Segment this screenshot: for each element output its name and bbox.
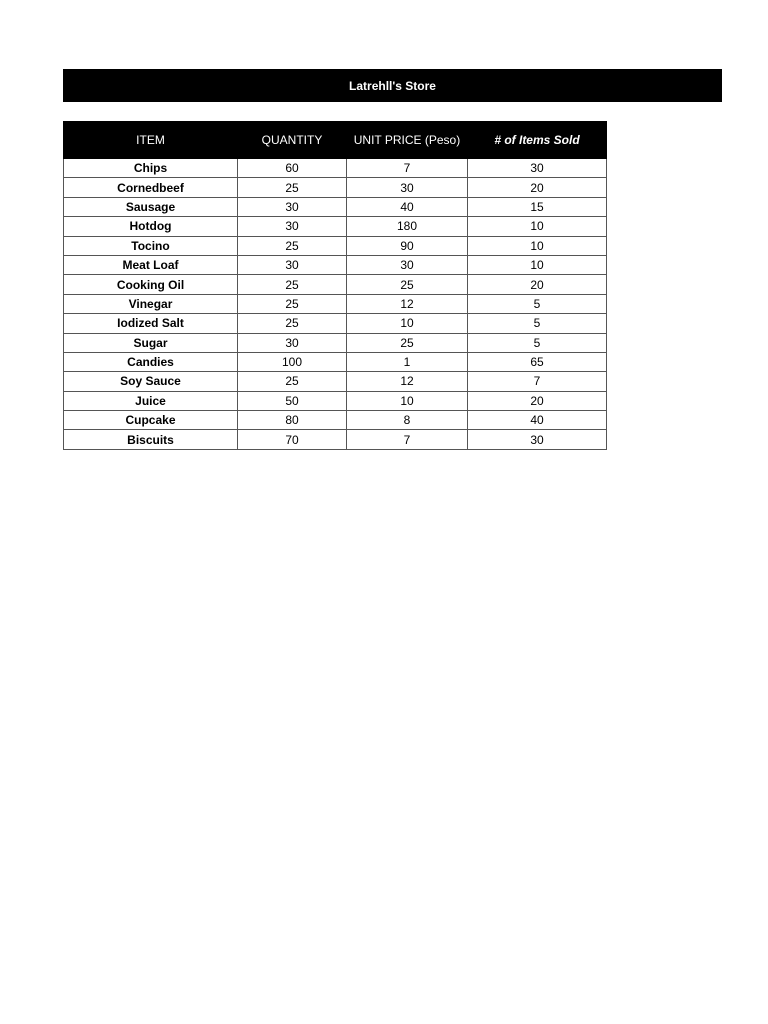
- cell-quantity: 30: [238, 255, 347, 274]
- cell-items-sold: 65: [468, 352, 607, 371]
- cell-items-sold: 30: [468, 430, 607, 449]
- cell-item: Juice: [64, 391, 238, 410]
- cell-item: Iodized Salt: [64, 314, 238, 333]
- cell-items-sold: 30: [468, 159, 607, 178]
- table-body: [64, 159, 607, 450]
- table-row: [64, 372, 607, 391]
- cell-item: Sugar: [64, 333, 238, 352]
- cell-unit-price: 12: [347, 294, 468, 313]
- cell-quantity: 30: [238, 197, 347, 216]
- table-row: [64, 217, 607, 236]
- cell-unit-price: 90: [347, 236, 468, 255]
- cell-items-sold: 20: [468, 178, 607, 197]
- table-row: [64, 314, 607, 333]
- cell-items-sold: 15: [468, 197, 607, 216]
- cell-quantity: 60: [238, 159, 347, 178]
- cell-unit-price: 40: [347, 197, 468, 216]
- table-row: [64, 391, 607, 410]
- cell-item: Hotdog: [64, 217, 238, 236]
- cell-item: Sausage: [64, 197, 238, 216]
- cell-unit-price: 10: [347, 314, 468, 333]
- table-row: [64, 352, 607, 371]
- cell-unit-price: 1: [347, 352, 468, 371]
- cell-quantity: 30: [238, 333, 347, 352]
- cell-unit-price: 180: [347, 217, 468, 236]
- header-unit-price: UNIT PRICE (Peso): [347, 122, 468, 159]
- cell-quantity: 50: [238, 391, 347, 410]
- table-row: [64, 178, 607, 197]
- cell-unit-price: 7: [347, 159, 468, 178]
- table-row: [64, 159, 607, 178]
- cell-item: Cooking Oil: [64, 275, 238, 294]
- cell-item: Candies: [64, 352, 238, 371]
- cell-unit-price: 30: [347, 178, 468, 197]
- cell-items-sold: 5: [468, 294, 607, 313]
- header-items-sold: # of Items Sold: [468, 122, 607, 159]
- store-title: Latrehll's Store: [349, 78, 436, 93]
- table-row: [64, 333, 607, 352]
- cell-item: Tocino: [64, 236, 238, 255]
- cell-quantity: 30: [238, 217, 347, 236]
- header-item: ITEM: [64, 122, 238, 159]
- table-header-row: [64, 122, 607, 159]
- cell-items-sold: 20: [468, 391, 607, 410]
- cell-item: Chips: [64, 159, 238, 178]
- cell-items-sold: 20: [468, 275, 607, 294]
- cell-items-sold: 5: [468, 333, 607, 352]
- table-row: [64, 430, 607, 449]
- cell-unit-price: 25: [347, 333, 468, 352]
- cell-quantity: 25: [238, 294, 347, 313]
- cell-items-sold: 10: [468, 236, 607, 255]
- cell-unit-price: 10: [347, 391, 468, 410]
- cell-unit-price: 12: [347, 372, 468, 391]
- cell-unit-price: 8: [347, 411, 468, 430]
- cell-items-sold: 10: [468, 255, 607, 274]
- cell-item: Cupcake: [64, 411, 238, 430]
- cell-quantity: 25: [238, 372, 347, 391]
- table-row: [64, 275, 607, 294]
- cell-item: Soy Sauce: [64, 372, 238, 391]
- cell-item: Meat Loaf: [64, 255, 238, 274]
- cell-quantity: 70: [238, 430, 347, 449]
- cell-quantity: 80: [238, 411, 347, 430]
- table-row: [64, 411, 607, 430]
- cell-quantity: 25: [238, 314, 347, 333]
- table-row: [64, 294, 607, 313]
- cell-item: Vinegar: [64, 294, 238, 313]
- table-row: [64, 255, 607, 274]
- table-row: [64, 236, 607, 255]
- cell-quantity: 25: [238, 236, 347, 255]
- cell-unit-price: 7: [347, 430, 468, 449]
- cell-items-sold: 40: [468, 411, 607, 430]
- cell-quantity: 100: [238, 352, 347, 371]
- cell-items-sold: 7: [468, 372, 607, 391]
- inventory-table: [63, 121, 607, 450]
- cell-unit-price: 25: [347, 275, 468, 294]
- header-quantity: QUANTITY: [238, 122, 347, 159]
- cell-item: Biscuits: [64, 430, 238, 449]
- cell-item: Cornedbeef: [64, 178, 238, 197]
- table-row: [64, 197, 607, 216]
- cell-unit-price: 30: [347, 255, 468, 274]
- store-title-bar: [63, 69, 722, 102]
- cell-quantity: 25: [238, 178, 347, 197]
- cell-quantity: 25: [238, 275, 347, 294]
- cell-items-sold: 5: [468, 314, 607, 333]
- cell-items-sold: 10: [468, 217, 607, 236]
